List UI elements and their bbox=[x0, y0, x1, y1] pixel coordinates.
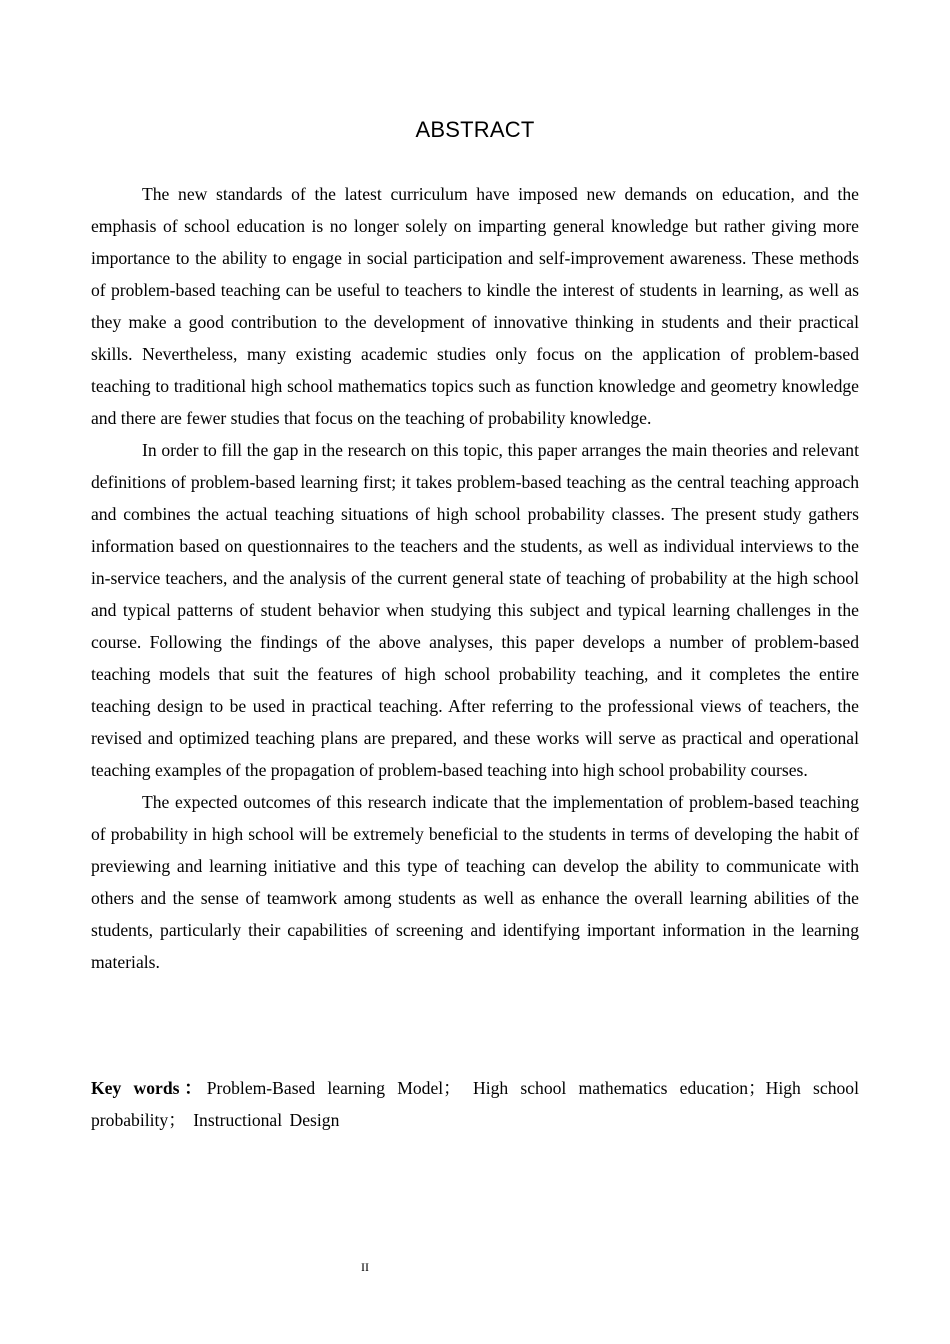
page-number: II bbox=[361, 1260, 369, 1274]
keywords-label: Key words： bbox=[91, 1078, 207, 1098]
keywords-line bbox=[91, 1072, 859, 1136]
abstract-paragraph-1: The new standards of the latest curriculum have imposed new demands on education, and the emphasis of school education is no longer solely on imparting general knowledge but rather giving more importance to the ability to engage in social participation and self-improvement awareness. These methods of problem-based teaching can be useful to teachers to kindle the interest of students in learning, as well as they make a good contribution to the development of innovative thinking in students and their practical skills. Nevertheless, many existing academic studies only focus on the application of problem-based teaching to traditional high school mathematics topics such as function knowledge and geometry knowledge and there are fewer studies that focus on the teaching of probability knowledge. bbox=[91, 184, 859, 428]
abstract-title: ABSTRACT bbox=[415, 117, 535, 142]
abstract-paragraph-3: The expected outcomes of this research indicate that the implementation of problem-based teaching of probability in high school will be extremely beneficial to the students in terms of developing the habit of previewing and learning initiative and this type of teaching can develop the ability to communicate with others and the sense of teamwork among students as well as enhance the overall learning abilities of the students, particularly their capabilities of screening and identifying important information in the learning materials. bbox=[91, 792, 859, 972]
abstract-body bbox=[91, 178, 859, 978]
keywords-text: Problem-Based learning Model； High school mathematics education；High school probability； Instructional Design bbox=[91, 1078, 859, 1130]
abstract-paragraph-2: In order to fill the gap in the research on this topic, this paper arranges the main theories and relevant definitions of problem-based learning first; it takes problem-based teaching as the central teaching approach and combines the actual teaching situations of high school probability classes. The present study gathers information based on questionnaires to the teachers and the students, as well as individual interviews to the in-service teachers, and the analysis of the current general state of teaching of probability at the high school and typical patterns of student behavior when studying this subject and typical learning challenges in the course. Following the findings of the above analyses, this paper develops a number of problem-based teaching models that suit the features of high school probability teaching, and it completes the entire teaching design to be used in practical teaching. After referring to the professional views of teachers, the revised and optimized teaching plans are prepared, and these works will serve as practical and operational teaching examples of the propagation of problem-based teaching into high school probability courses. bbox=[91, 440, 859, 780]
